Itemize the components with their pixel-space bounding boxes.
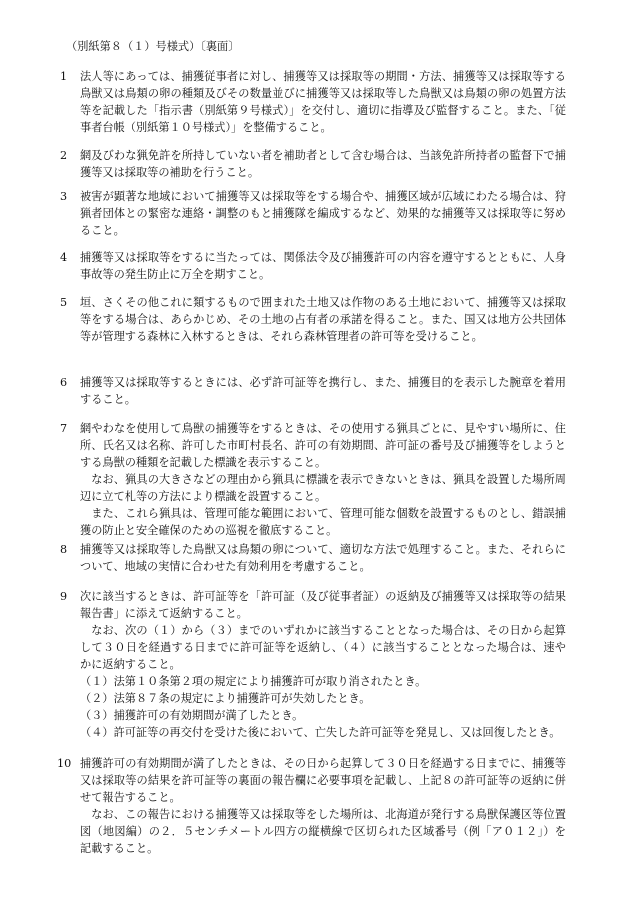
note-item-4 bbox=[60, 249, 566, 283]
item-body bbox=[80, 374, 566, 408]
item-paragraph: 捕獲等又は採取等するときには、必ず許可証等を携行し、また、捕獲目的を表示した腕章を着用すること。 bbox=[80, 376, 566, 406]
sub-list bbox=[80, 673, 566, 741]
sub-item-4: （４）許可証等の再交付を受けた後において、亡失した許可証等を発見し、又は回復したとき。 bbox=[80, 726, 561, 739]
item-paragraph: 捕獲等又は採取等をするに当たっては、関係法令及び捕獲許可の内容を遵守するとともに、人身事故等の発生防止に万全を期すこと。 bbox=[80, 251, 566, 281]
note-item-7 bbox=[60, 420, 566, 539]
item-paragraph: 被害が顕著な地域において捕獲等又は採取等をする場合や、捕獲区域が広域にわたる場合は、狩猟者団体との緊密な連絡・調整のもと捕獲隊を編成するなど、効果的な捕獲等又は採取等に努めること。 bbox=[80, 190, 566, 237]
item-body bbox=[80, 147, 566, 181]
item-number: 1 bbox=[60, 70, 68, 83]
item-body bbox=[80, 249, 566, 283]
item-number: 10 bbox=[57, 757, 72, 770]
item-number: 5 bbox=[60, 296, 68, 309]
item-body bbox=[80, 588, 566, 741]
sub-item-3: （３）捕獲許可の有効期間が満了したとき。 bbox=[80, 709, 304, 722]
item-paragraph: 捕獲等又は採取等した鳥獣又は鳥類の卵について、適切な方法で処理すること。また、それらについて、地域の実情に合わせた有効利用を考慮すること。 bbox=[80, 543, 566, 573]
note-item-1 bbox=[60, 68, 566, 136]
item-number: 2 bbox=[60, 149, 68, 162]
item-body bbox=[80, 755, 566, 857]
item-body bbox=[80, 68, 566, 136]
item-paragraph: 網及びわな猟免許を所持していない者を補助者として含む場合は、当該免許所持者の監督下で捕獲等又は採取等の補助を行うこと。 bbox=[80, 149, 566, 179]
item-paragraph: 法人等にあっては、捕獲従事者に対し、捕獲等又は採取等の期間・方法、捕獲等又は採取等する鳥獣又は鳥類の卵の種類及びその数量並びに捕獲等又は採取等した鳥獣又は鳥類の卵の処置方法等を記載した「指示書（別紙第９号様式）」を交付し、適切に指導及び監督すること。また、「従事者台帳（別紙第１０号様式）」を整備すること。 bbox=[80, 70, 566, 134]
item-paragraph: なお、次の（１）から（３）までのいずれかに該当することとなった場合は、その日から起算して３０日を経過する日までに許可証等を返納し、（４）に該当することとなった場合は、速やかに返納すること。 bbox=[80, 624, 566, 671]
item-body bbox=[80, 541, 566, 575]
item-paragraph: 垣、さくその他これに類するもので囲まれた土地又は作物のある土地において、捕獲等又は採取等をする場合は、あらかじめ、その土地の占有者の承諾を得ること。また、国又は地方公共団体等が管理する森林に入林するときは、それら森林管理者の許可等を受けること。 bbox=[80, 296, 566, 343]
form-header: （別紙第８（１）号様式）〔裏面〕 bbox=[66, 40, 240, 53]
note-item-2 bbox=[60, 147, 566, 181]
item-paragraph: 次に該当するときは、許可証等を「許可証（及び従事者証）の返納及び捕獲等又は採取等の結果報告書」に添えて返納すること。 bbox=[80, 590, 566, 620]
item-number: 9 bbox=[60, 590, 68, 603]
item-number: 7 bbox=[60, 422, 68, 435]
item-body bbox=[80, 294, 566, 345]
note-item-9 bbox=[60, 588, 566, 741]
note-item-3 bbox=[60, 188, 566, 239]
item-number: 4 bbox=[60, 251, 68, 264]
sub-item-2: （２）法第８７条の規定により捕獲許可が失効したとき。 bbox=[80, 692, 371, 705]
note-item-8 bbox=[60, 541, 566, 575]
item-paragraph: また、これら猟具は、管理可能な範囲において、管理可能な個数を設置するものとし、錯誤捕獲の防止と安全確保のための巡視を徹底すること。 bbox=[80, 507, 566, 537]
item-paragraph: 捕獲許可の有効期間が満了したときは、その日から起算して３０日を経過する日までに、捕獲等又は採取等の結果を許可証等の裏面の報告欄に必要事項を記載し、上記８の許可証等の返納に併せて報告すること。 bbox=[80, 757, 566, 804]
item-body bbox=[80, 420, 566, 539]
item-body bbox=[80, 188, 566, 239]
item-paragraph: 網やわなを使用して鳥獣の捕獲等をするときは、その使用する猟具ごとに、見やすい場所に、住所、氏名又は名称、許可した市町村長名、許可の有効期間、許可証の番号及び捕獲等をしようとする鳥獣の種類を記載した標識を表示すること。 bbox=[80, 422, 566, 469]
note-item-5 bbox=[60, 294, 566, 345]
item-number: 3 bbox=[60, 190, 68, 203]
item-number: 6 bbox=[60, 376, 68, 389]
note-item-10 bbox=[57, 755, 566, 857]
item-paragraph: なお、猟具の大きさなどの理由から猟具に標識を表示できないときは、猟具を設置した場所周辺に立て札等の方法により標識を設置すること。 bbox=[80, 473, 566, 503]
sub-item-1: （１）法第１０条第２項の規定により捕獲許可が取り消されたとき。 bbox=[80, 675, 427, 688]
item-number: 8 bbox=[60, 543, 68, 556]
item-paragraph: なお、この報告における捕獲等又は採取等をした場所は、北海道が発行する鳥獣保護区等位置図（地図編）の２．５センチメートル四方の縦横線で区切られた区域番号（例「ア０１２」）を記載すること。 bbox=[80, 808, 566, 855]
note-item-6 bbox=[60, 374, 566, 408]
